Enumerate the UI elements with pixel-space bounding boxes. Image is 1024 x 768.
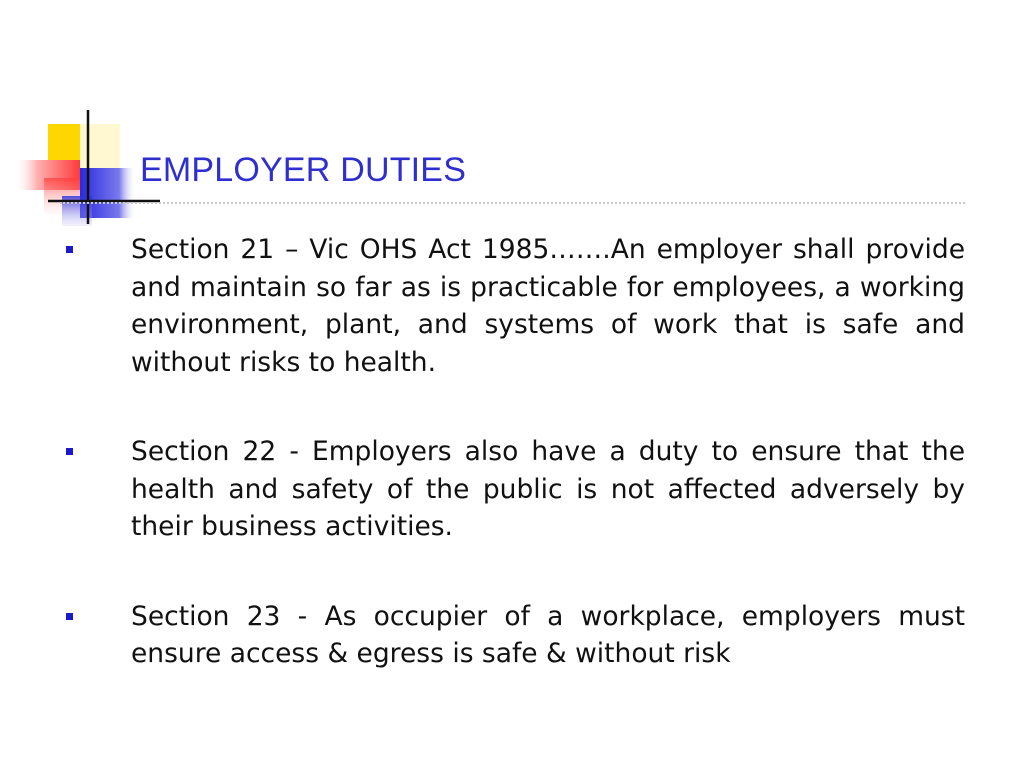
bullet-marker-icon (66, 613, 73, 620)
slide-title: EMPLOYER DUTIES (140, 151, 467, 189)
bullet-marker-icon (66, 448, 73, 455)
bullet-text: Section 22 - Employers also have a duty to ensure that the health and safety of the public is not affected adversely by their business activities. (131, 436, 965, 542)
bullet-list (60, 231, 965, 673)
bullet-item-section-21 (60, 231, 965, 381)
bullet-item-section-22 (60, 433, 965, 546)
bullet-text: Section 21 – Vic OHS Act 1985…….An employer shall provide and maintain so far as is practicable for employees, a working environment, plant, and systems of work that is safe and without risks to health. (131, 234, 965, 378)
decorative-logo (0, 0, 160, 240)
bullet-marker-icon (66, 246, 73, 253)
bullet-item-section-23 (60, 598, 965, 673)
bullet-text: Section 23 - As occupier of a workplace, employers must ensure access & egress is safe & without risk (131, 600, 965, 669)
deco-yellow-glow (80, 124, 120, 168)
title-divider (60, 202, 965, 204)
